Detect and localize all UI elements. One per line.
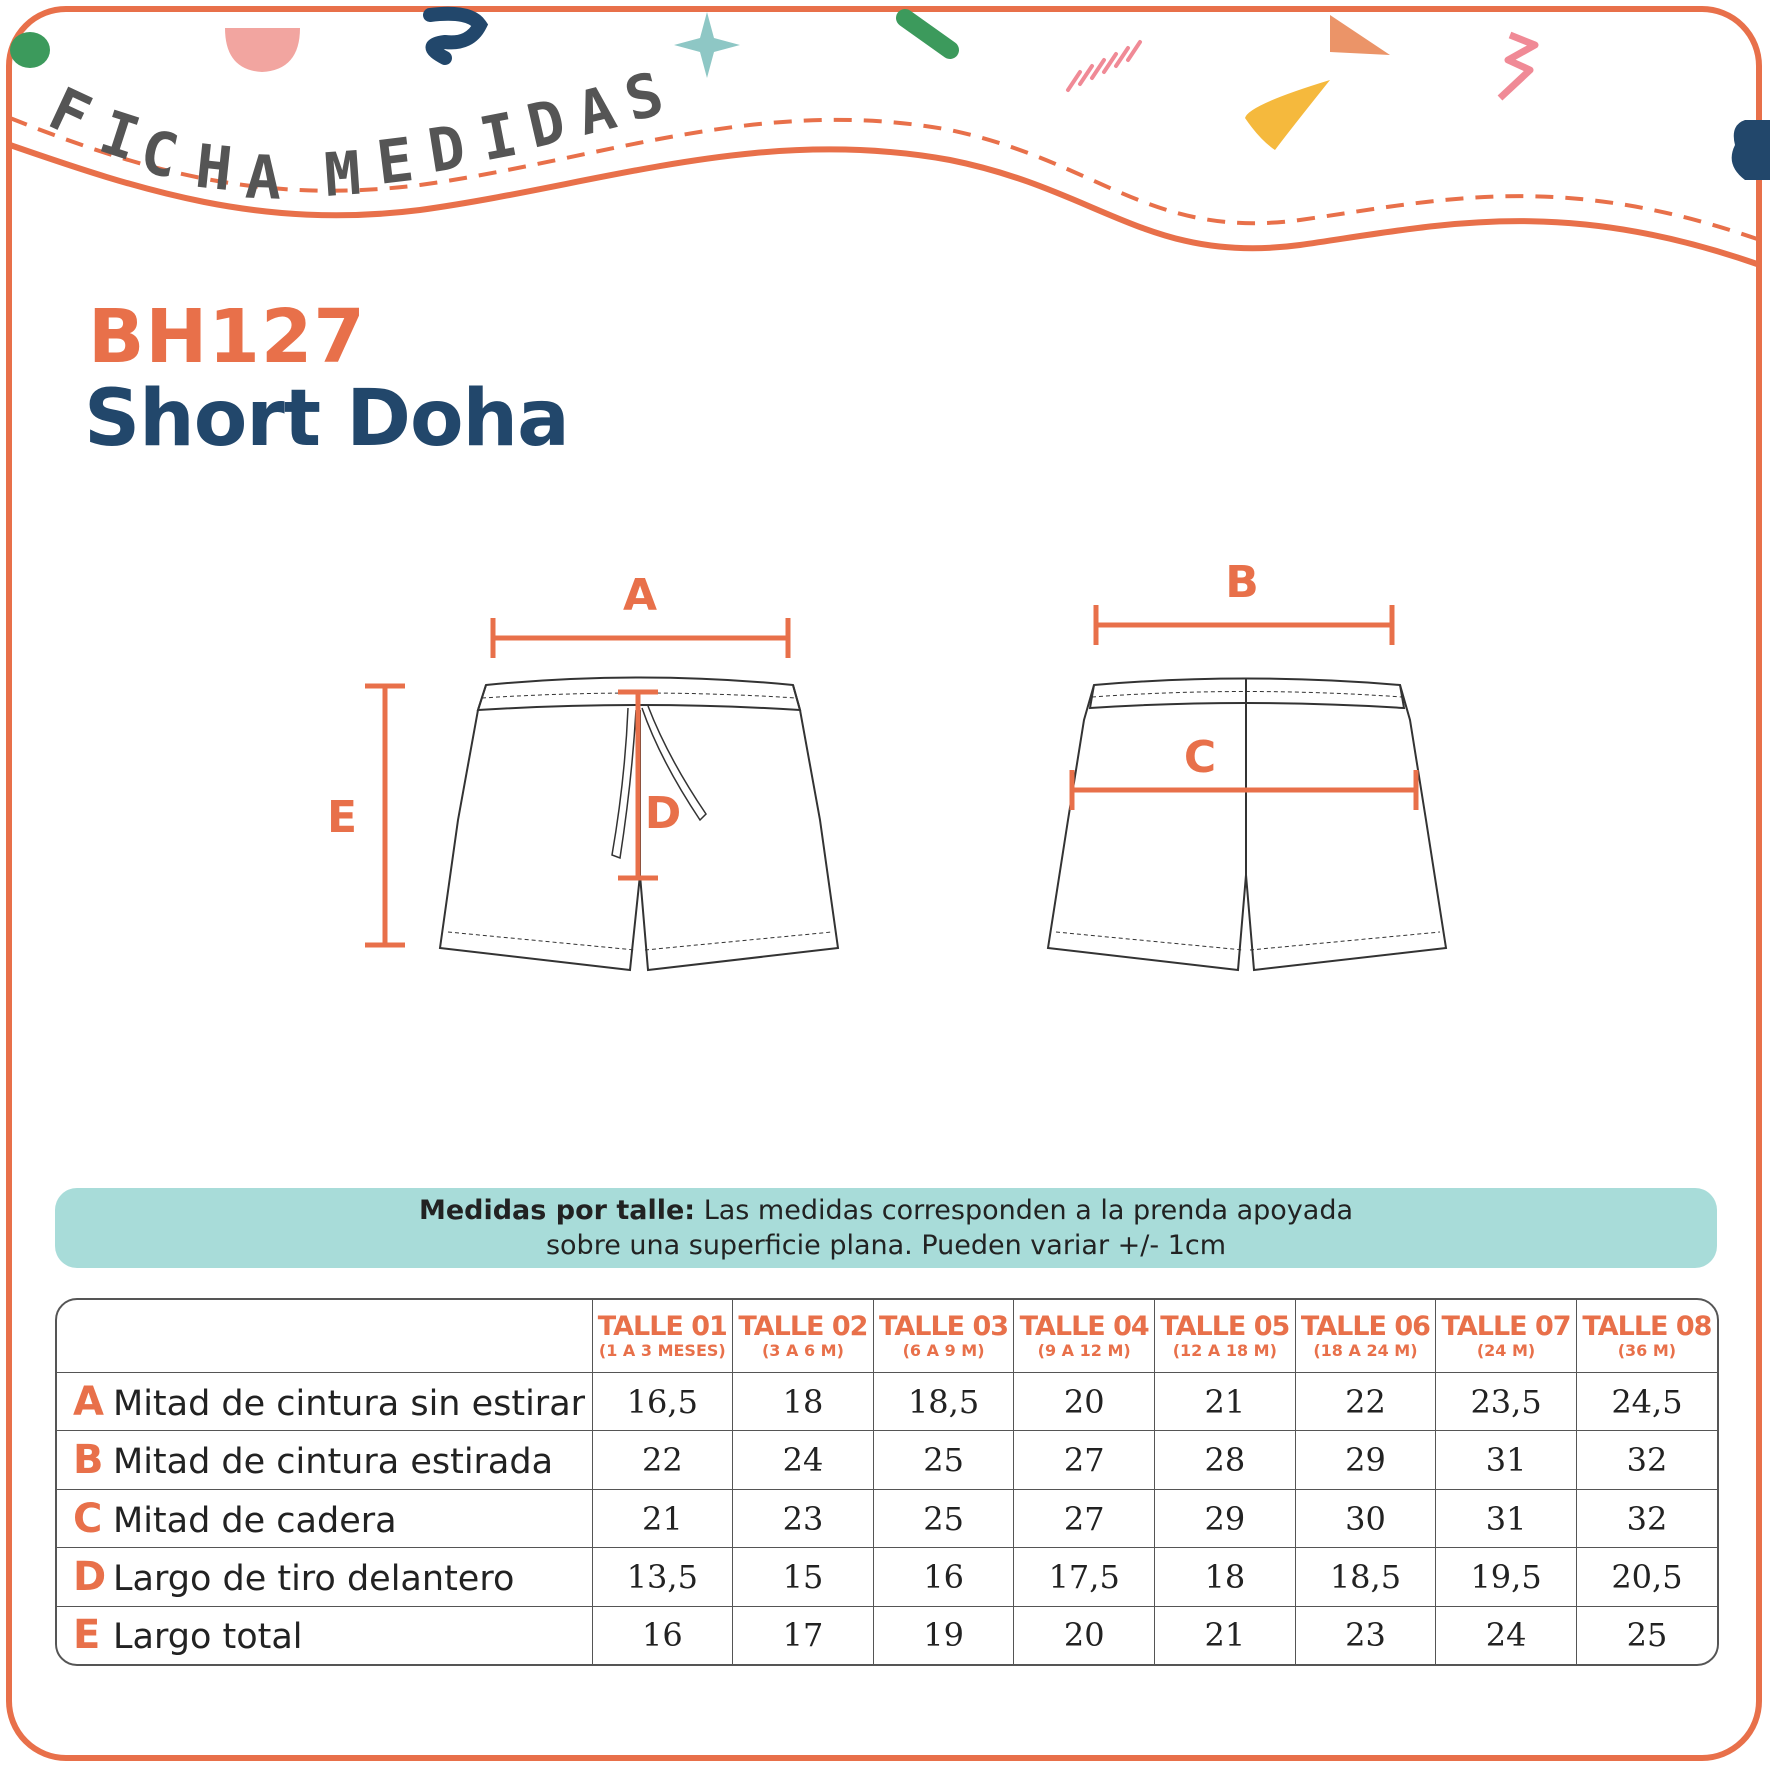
table-cell: 31	[1436, 1489, 1577, 1547]
table-cell: 30	[1295, 1489, 1436, 1547]
table-cell: 16	[592, 1606, 733, 1664]
table-cell: 32	[1576, 1431, 1717, 1489]
table-cell: 23	[1295, 1606, 1436, 1664]
table-cell: 23,5	[1436, 1373, 1577, 1431]
header-size-05: TALLE 05 (12 A 18 M)	[1155, 1300, 1296, 1373]
svg-text:D: D	[520, 86, 572, 163]
table-cell: 24	[733, 1431, 874, 1489]
label-d: D	[644, 788, 682, 839]
product-code: BH127	[88, 294, 366, 380]
table-cell: 23	[733, 1489, 874, 1547]
note-line2: sobre una superficie plana. Pueden variar +/- 1cm	[545, 1230, 1227, 1261]
table-cell: 24	[1436, 1606, 1577, 1664]
table-cell: 20	[1014, 1373, 1155, 1431]
table-cell: 18	[1155, 1548, 1296, 1606]
size-table	[55, 1298, 1719, 1666]
measurement-note	[55, 1188, 1717, 1268]
table-cell: 25	[873, 1489, 1014, 1547]
svg-text:H: H	[192, 131, 236, 206]
table-cell: 18,5	[873, 1373, 1014, 1431]
table-cell: 31	[1436, 1431, 1577, 1489]
back-short-drawing	[1048, 678, 1446, 970]
table-row	[57, 1606, 1717, 1664]
table-cell: 15	[733, 1548, 874, 1606]
label-b: B	[1225, 557, 1259, 608]
svg-text:A: A	[244, 142, 283, 214]
table-cell: 27	[1014, 1431, 1155, 1489]
table-cell: 17,5	[1014, 1548, 1155, 1606]
label-e: E	[326, 792, 358, 843]
label-a: A	[622, 570, 658, 621]
table-row	[57, 1548, 1717, 1606]
table-cell: 29	[1295, 1431, 1436, 1489]
svg-text:F: F	[38, 74, 101, 153]
table-cell: 25	[1576, 1606, 1717, 1664]
svg-text:E: E	[372, 124, 418, 199]
svg-text:S: S	[617, 58, 671, 136]
measure-lines	[365, 605, 1416, 945]
table-cell: 25	[873, 1431, 1014, 1489]
table-cell: 18	[733, 1373, 874, 1431]
table-cell: 19	[873, 1606, 1014, 1664]
row-label: A Mitad de cintura sin estirar	[57, 1373, 592, 1431]
svg-text:I: I	[474, 99, 524, 176]
table-cell: 32	[1576, 1489, 1717, 1547]
table-row	[57, 1431, 1717, 1489]
row-label: E Largo total	[57, 1606, 592, 1664]
table-cell: 21	[1155, 1373, 1296, 1431]
product-name: Short Doha	[84, 374, 569, 464]
table-row	[57, 1489, 1717, 1547]
header-size-03: TALLE 03 (6 A 9 M)	[873, 1300, 1014, 1373]
table-cell: 18,5	[1295, 1548, 1436, 1606]
table-cell: 16,5	[592, 1373, 733, 1431]
table-cell: 28	[1155, 1431, 1296, 1489]
table-cell: 22	[1295, 1373, 1436, 1431]
table-cell: 20,5	[1576, 1548, 1717, 1606]
table-cell: 21	[592, 1489, 733, 1547]
table-cell: 27	[1014, 1489, 1155, 1547]
header-size-07: TALLE 07 (24 M)	[1436, 1300, 1577, 1373]
table-cell: 16	[873, 1548, 1014, 1606]
header-size-08: TALLE 08 (36 M)	[1576, 1300, 1717, 1373]
table-cell: 19,5	[1436, 1548, 1577, 1606]
header-size-06: TALLE 06 (18 A 24 M)	[1295, 1300, 1436, 1373]
table-header-row	[57, 1300, 1717, 1373]
svg-text:C: C	[134, 116, 185, 193]
header-empty	[57, 1300, 592, 1373]
table-cell: 20	[1014, 1606, 1155, 1664]
svg-text:D: D	[423, 112, 471, 188]
table-row	[57, 1373, 1717, 1431]
table-cell: 29	[1155, 1489, 1296, 1547]
table-cell: 22	[592, 1431, 733, 1489]
svg-text:I: I	[91, 97, 148, 176]
header-size-04: TALLE 04 (9 A 12 M)	[1014, 1300, 1155, 1373]
note-title: Medidas por talle:	[418, 1195, 696, 1226]
note-line1: Las medidas corresponden a la prenda apoyada	[703, 1195, 1354, 1226]
svg-text:A: A	[570, 73, 623, 150]
header-size-01: TALLE 01 (1 A 3 MESES)	[592, 1300, 733, 1373]
row-label: C Mitad de cadera	[57, 1489, 592, 1547]
row-label: D Largo de tiro delantero	[57, 1548, 592, 1606]
label-c: C	[1183, 732, 1217, 783]
table-cell: 21	[1155, 1606, 1296, 1664]
table-cell: 13,5	[592, 1548, 733, 1606]
header-size-02: TALLE 02 (3 A 6 M)	[733, 1300, 874, 1373]
table-cell: 17	[733, 1606, 874, 1664]
svg-text:M: M	[322, 138, 364, 211]
table-cell: 24,5	[1576, 1373, 1717, 1431]
row-label: B Mitad de cintura estirada	[57, 1431, 592, 1489]
